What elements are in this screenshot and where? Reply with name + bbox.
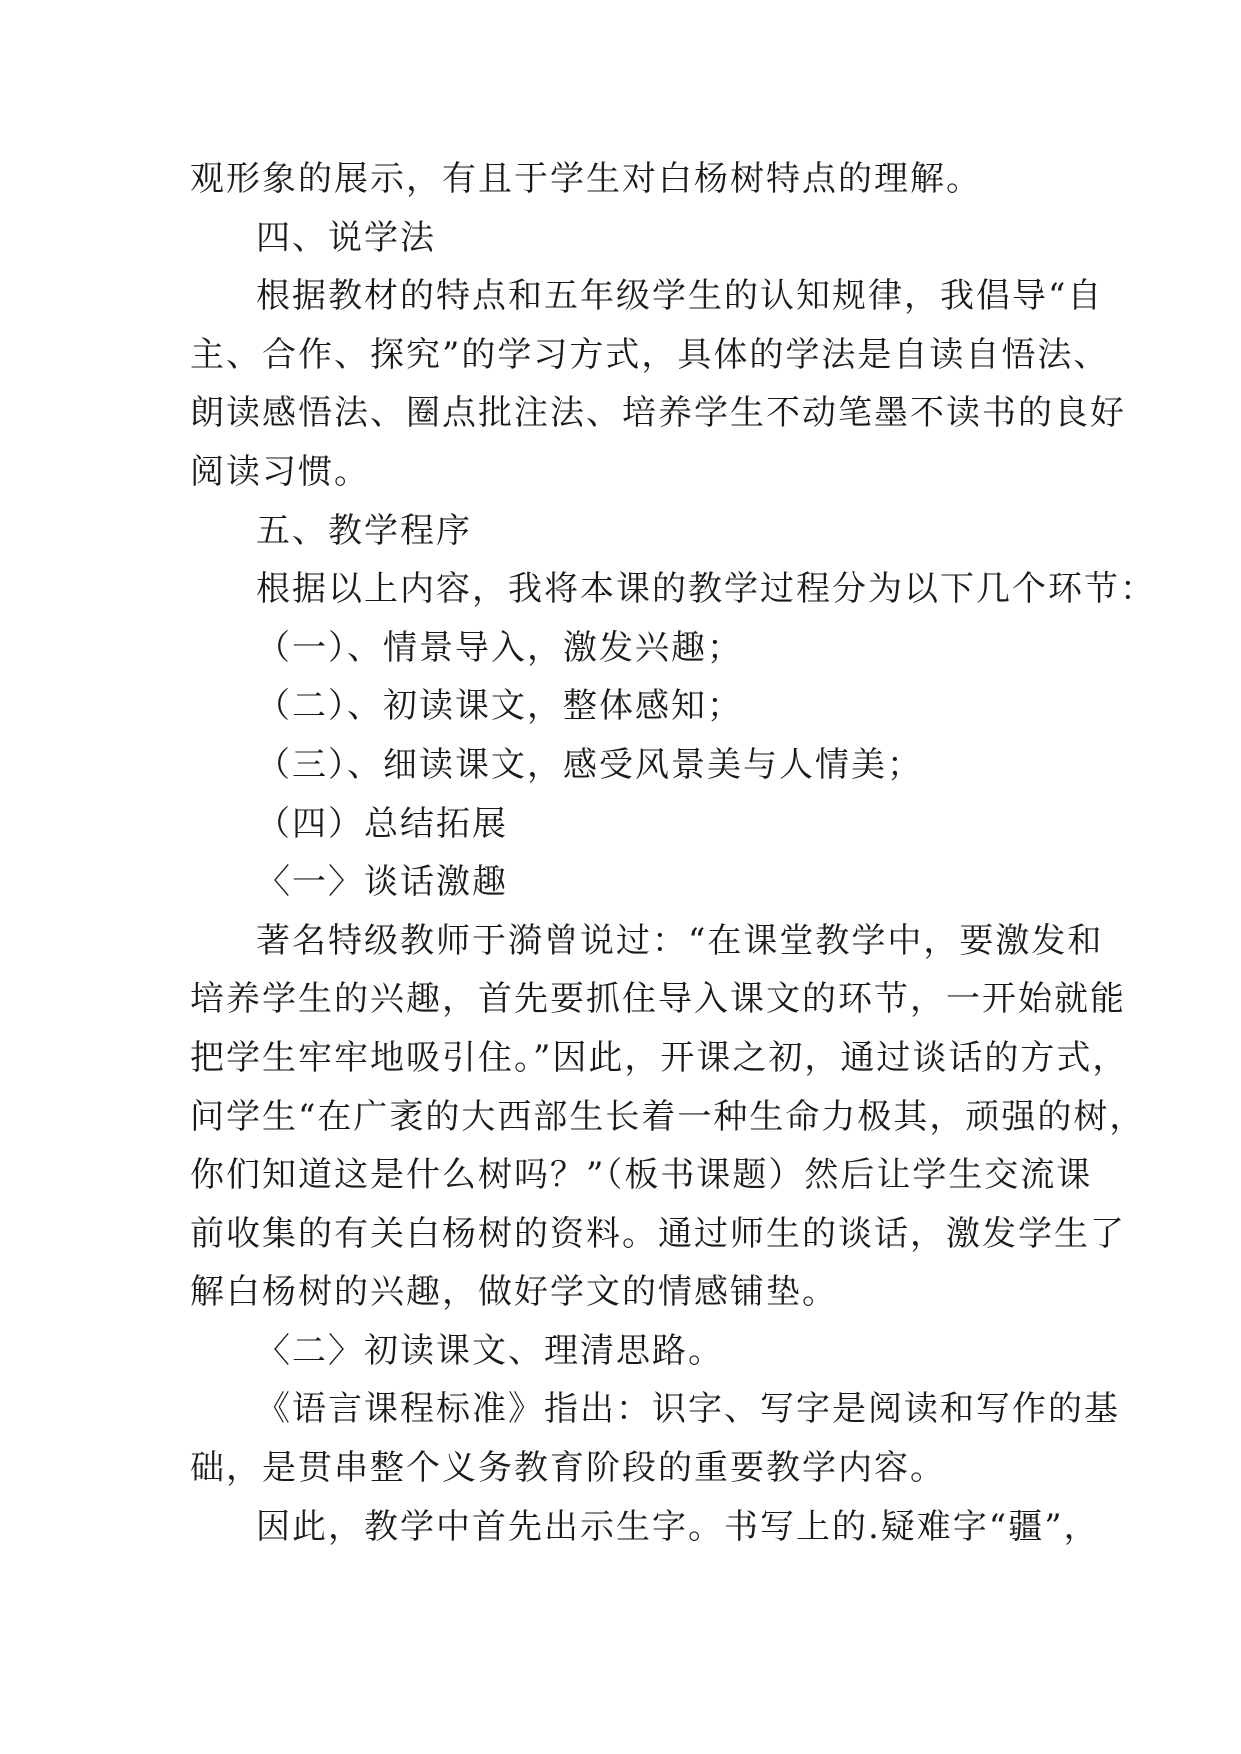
text-line: 问学生“在广袤的大西部生长着一种生命力极其，顽强的树， <box>190 1096 1146 1137</box>
subsection-heading: 〈二〉初读课文、理清思路。 <box>256 1330 724 1371</box>
list-item: （二）、初读课文，整体感知； <box>256 686 743 727</box>
text-line: 主、合作、探究”的学习方式，具体的学法是自读自悟法、 <box>190 334 1110 375</box>
text-line: 解白杨树的兴趣，做好学文的情感铺垫。 <box>190 1272 838 1313</box>
document-page <box>190 150 1156 1556</box>
text-line: 阅读习惯。 <box>190 451 370 492</box>
text-line: 你们知道这是什么树吗？”（板书课题）然后让学生交流课 <box>190 1155 1093 1196</box>
text-line: 根据教材的特点和五年级学生的认知规律，我倡导“自 <box>256 276 1104 317</box>
text-line: 培养学生的兴趣，首先要抓住导入课文的环节，一开始就能 <box>190 979 1126 1020</box>
text-line: 根据以上内容，我将本课的教学过程分为以下几个环节： <box>256 569 1156 610</box>
section-heading: 四、说学法 <box>256 217 436 258</box>
text-line: 《语言课程标准》指出：识字、写字是阅读和写作的基 <box>256 1389 1120 1430</box>
text-line: 前收集的有关白杨树的资料。通过师生的谈话，激发学生了 <box>190 1213 1126 1254</box>
list-item: （一）、情景导入，激发兴趣； <box>256 627 743 668</box>
list-item: （四）总结拓展 <box>256 803 508 844</box>
text-line: 朗读感悟法、圈点批注法、培养学生不动笔墨不读书的良好 <box>190 393 1126 434</box>
list-item: （三）、细读课文，感受风景美与人情美； <box>256 744 923 785</box>
text-line: 把学生牢牢地吸引住。”因此，开课之初，通过谈话的方式， <box>190 1037 1129 1078</box>
text-line: 础，是贯串整个义务教育阶段的重要教学内容。 <box>190 1448 946 1489</box>
text-line: 著名特级教师于漪曾说过：“在课堂教学中，要激发和 <box>256 920 1104 961</box>
section-heading: 五、教学程序 <box>256 510 472 551</box>
subsection-heading: 〈一〉谈话激趣 <box>256 862 508 903</box>
text-line: 观形象的展示，有且于学生对白杨树特点的理解。 <box>190 159 982 199</box>
text-line: 因此，教学中首先出示生字。书写上的.疑难字“疆”， <box>256 1506 1100 1547</box>
